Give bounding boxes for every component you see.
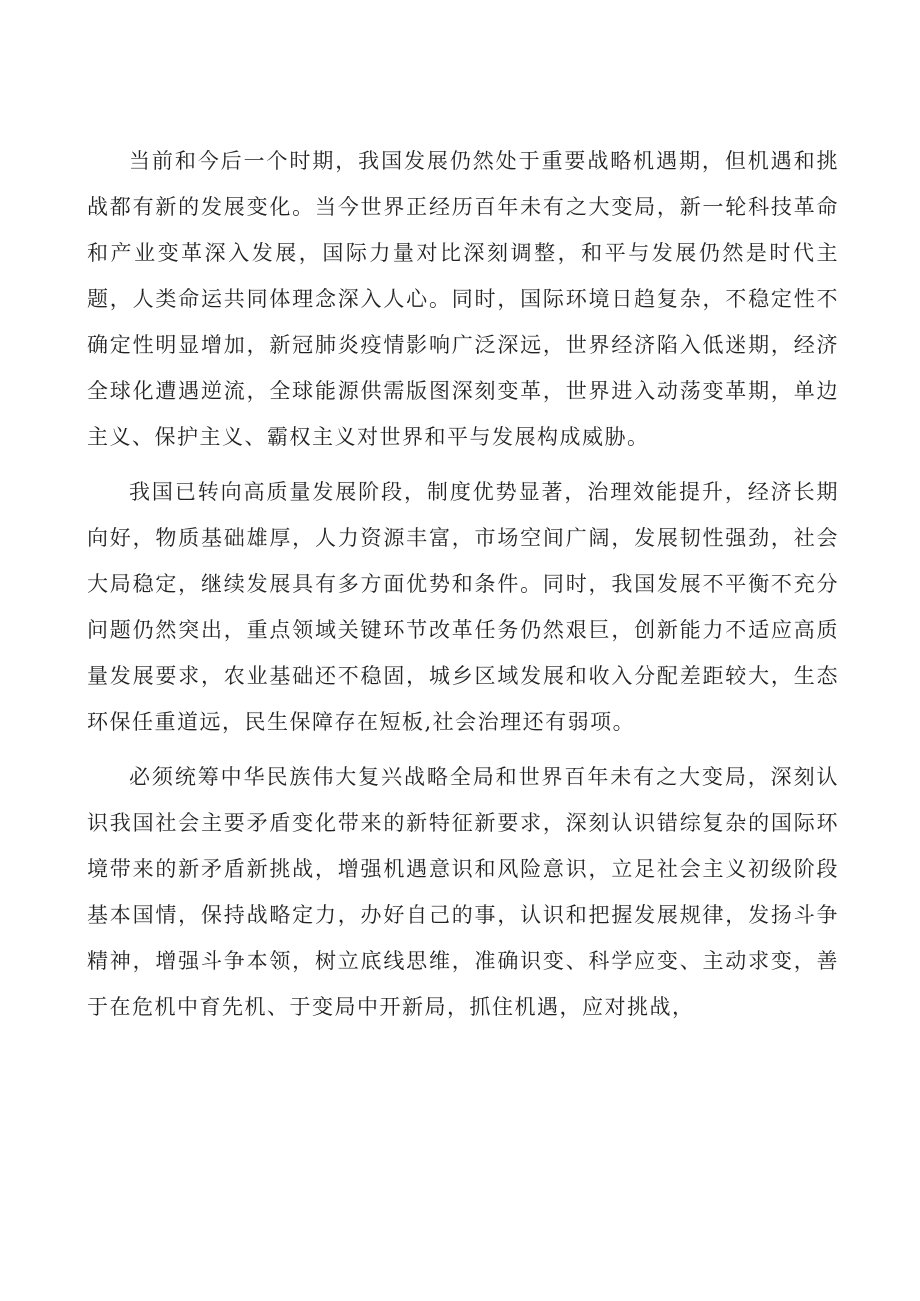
paragraph-3: 必须统筹中华民族伟大复兴战略全局和世界百年未有之大变局，深刻认识我国社会主要矛盾变化带来的新特征新要求，深刻认识错综复杂的国际环境带来的新矛盾新挑战，增强机遇意识和风险意识，立足社会主义初级阶段基本国情，保持战略定力，办好自己的事，认识和把握发展规律，发扬斗争精神，增强斗争本领，树立底线思维，准确识变、科学应变、主动求变，善于在危机中育先机、于变局中开新局，抓住机遇，应对挑战， bbox=[87, 765, 839, 1019]
paragraph-2: 我国已转向高质量发展阶段，制度优势显著，治理效能提升，经济长期向好，物质基础雄厚，人力资源丰富，市场空间广阔，发展韧性强劲，社会大局稳定，继续发展具有多方面优势和条件。同时，我国发展不平衡不充分问题仍然突出，重点领域关键环节改革任务仍然艰巨，创新能力不适应高质量发展要求，农业基础还不稳固，城乡区域发展和收入分配差距较大，生态环保任重道远，民生保障存在短板,社会治理还有弱项。 bbox=[87, 480, 839, 734]
paragraph-1: 当前和今后一个时期，我国发展仍然处于重要战略机遇期，但机遇和挑战都有新的发展变化。当今世界正经历百年未有之大变局，新一轮科技革命和产业变革深入发展，国际力量对比深刻调整，和平与发展仍然是时代主题，人类命运共同体理念深入人心。同时，国际环境日趋复杂，不稳定性不确定性明显增加，新冠肺炎疫情影响广泛深远，世界经济陷入低迷期，经济全球化遭遇逆流，全球能源供需版图深刻变革，世界进入动荡变革期，单边主义、保护主义、霸权主义对世界和平与发展构成威胁。 bbox=[87, 149, 839, 449]
document-body bbox=[87, 138, 839, 1030]
